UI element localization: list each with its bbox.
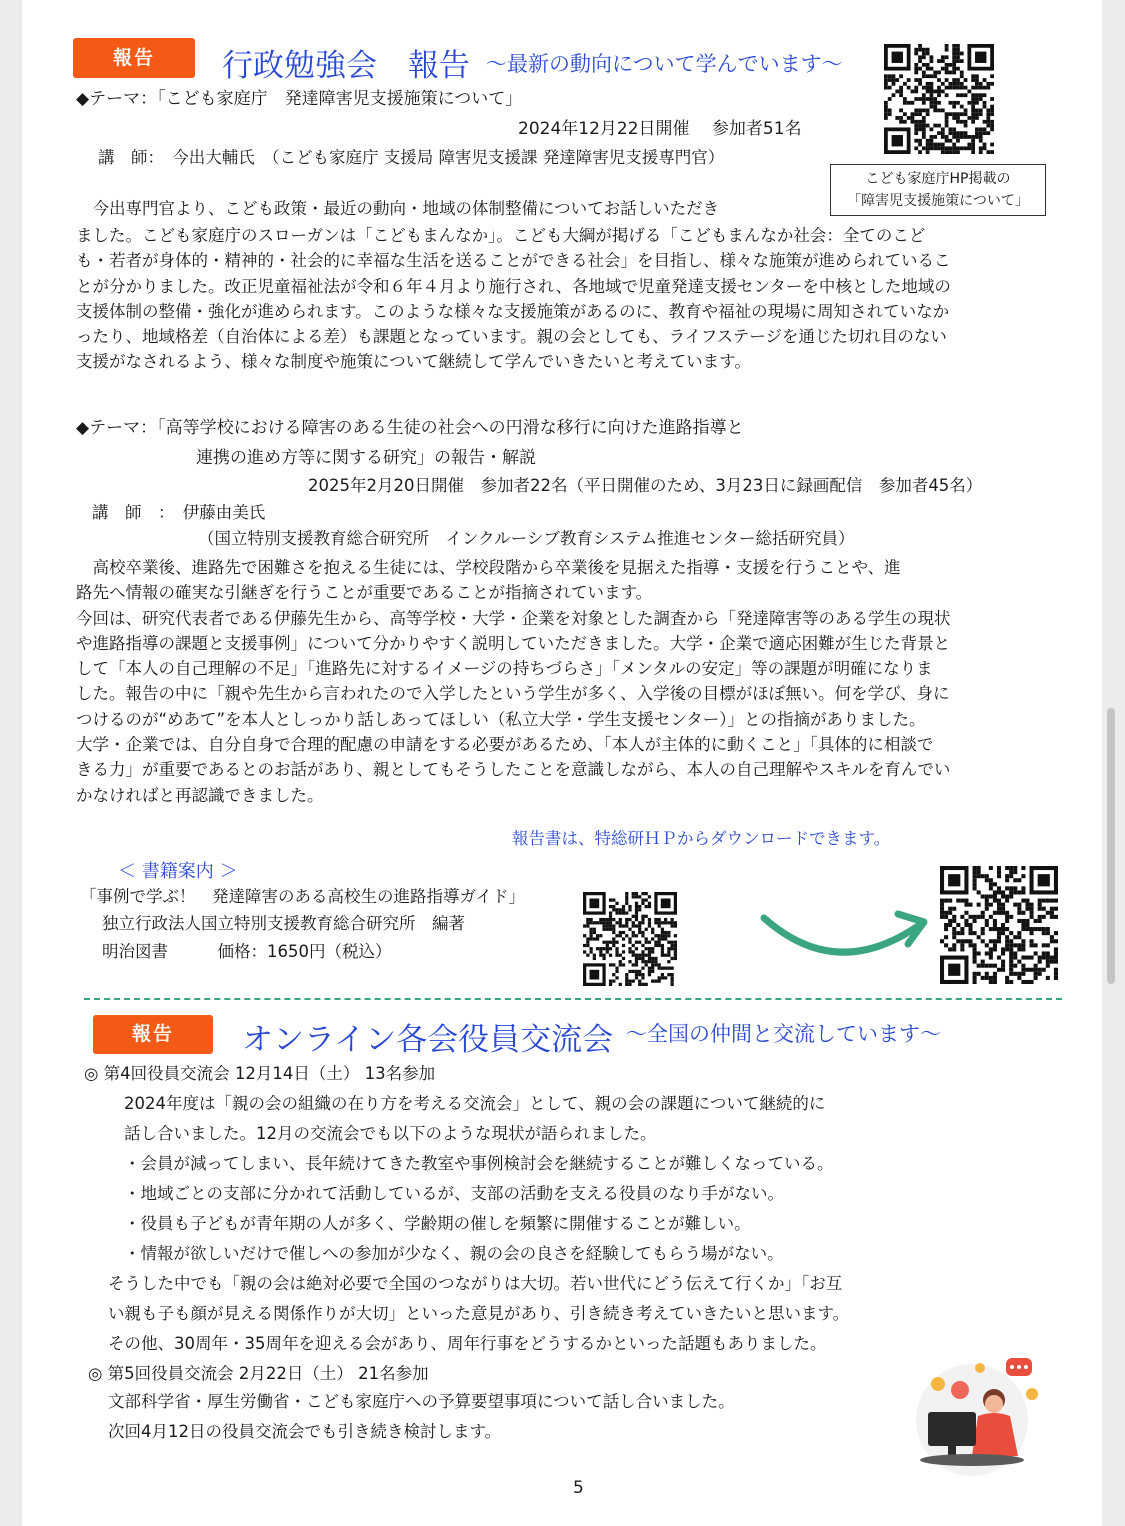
theme2-lecturer: 講 師 ： 伊藤由美氏 (92, 503, 266, 522)
body-line: ました。こども家庭庁のスローガンは「こどもまんなか」。こども大綱が掲げる「こどもまんなか社会：全てのこど (76, 226, 926, 245)
theme1-lecturer: 講 師： 今出大輔氏 （こども家庭庁 支援局 障害児支援課 発達障害児支援専門官） (98, 148, 725, 167)
theme1-date: 2024年12月22日開催 参加者51名 (518, 119, 802, 139)
theme1-body-first: 今出専門官より、こども政策・最近の動向・地域の体制整備についてお話しいただき (76, 199, 720, 218)
body-line: や進路指導の課題と支援事例」について分かりやすく説明していただきました。大学・企業で適応困難が生じた背景と (76, 633, 951, 653)
body-line: 2024年度は「親の会の組織の在り方を考える交流会」として、親の会の課題について継続的に (124, 1094, 826, 1113)
body-line: 支援体制の整備・強化が進められます。このような様々な支援施策があるのに、教育や福祉の現場に周知されていなか (76, 301, 950, 321)
body-line: つけるのが“めあて”を本人としっかり話しあってほしい（私立大学・学生支援センター）」との指摘がありました。 (76, 709, 926, 729)
theme2-heading-line1: ◆テーマ：「高等学校における障害のある生徒の社会への円滑な移行に向けた進路指導と (76, 418, 744, 438)
arrow-right-icon (758, 904, 934, 960)
bullet-item: ・会員が減ってしまい、長年続けてきた教室や事例検討会を継続することが難しくなっている。 (124, 1154, 834, 1173)
qr-code-book-icon[interactable] (583, 892, 677, 986)
body-line: 次回4月12日の役員交流会でも引き続き検討します。 (108, 1422, 502, 1441)
body-line: 文部科学省・厚生労働省・こども家庭庁への予算要望事項について話し合いました。 (108, 1392, 735, 1411)
meeting5-heading: ◎ 第5回役員交流会 2月22日（土） 21名参加 (88, 1364, 429, 1383)
body-line: そうした中でも「親の会は絶対必要で全国のつながりは大切。若い世代にどう伝えて行くか」「お互 (108, 1274, 843, 1293)
book-publisher-org: 独立行政法人国立特別支援教育総合研究所 編著 (102, 914, 465, 933)
meeting4-text (124, 1089, 825, 1149)
section-subtitle: ～最新の動向について学んでいます～ (486, 52, 843, 76)
body-line: ったり、地域格差（自治体による差）も課題となっています。親の会としても、ライフステージを通じた切れ目のない (76, 327, 947, 347)
page-number: 5 (573, 1478, 584, 1498)
scrollbar[interactable] (1107, 708, 1115, 984)
bullet-item: ・情報が欲しいだけで催しへの参加が少なく、親の会の良さを経験してもらう場がない。 (124, 1244, 784, 1263)
bullet-item: ・地域ごとの支部に分かれて活動しているが、支部の活動を支える役員のなり手がない。 (124, 1184, 784, 1203)
body-line: かなければと再認識できました。 (76, 785, 324, 805)
body-line: い親も子も顔が見える関係作りが大切」といった意見があり、引き続き考えていきたいと思います。 (108, 1304, 850, 1323)
book-heading: ＜ 書籍案内 ＞ (118, 861, 238, 882)
section2-subtitle: ～全国の仲間と交流しています～ (626, 1022, 941, 1046)
body-line: して「本人の自己理解の不足」「進路先に対するイメージの持ちづらさ」「メンタルの安定」等の課題が明確になりま (76, 659, 933, 679)
person-at-computer-illustration (908, 1354, 1042, 1478)
document-page (22, 0, 1102, 1526)
section2-title: オンライン各会役員交流会 (242, 1022, 614, 1058)
qr-code-report-icon[interactable] (940, 866, 1058, 984)
body-line: その他、30周年・35周年を迎える会があり、周年行事をどうするかといった話題もありました。 (108, 1334, 827, 1353)
body-line: した。報告の中に「親や先生から言われたので入学したという学生が多く、入学後の目標がほぼ無い。何を学び、身に (76, 684, 950, 704)
download-note: 報告書は、特総研ＨＰからダウンロードできます。 (512, 829, 891, 848)
theme2-body (76, 555, 1044, 808)
section-title: 行政勉強会 報告 (222, 48, 470, 84)
theme1-body (76, 223, 1044, 375)
body-line: 話し合いました。12月の交流会でも以下のような現状が語られました。 (124, 1124, 657, 1143)
theme1-heading: ◆テーマ：「こども家庭庁 発達障害児支援施策について」 (76, 89, 523, 109)
body-line: 路先へ情報の確実な引継ぎを行うことが重要であることが指摘されています。 (76, 583, 653, 603)
theme2-heading-line2: 連携の進め方等に関する研究」の報告・解説 (196, 448, 536, 468)
body-line: 支援がなされるよう、様々な制度や施策について継続して学んでいきたいと考えています。 (76, 352, 751, 372)
report-badge-2: 報告 (93, 1015, 213, 1054)
theme2-affiliation: （国立特別支援教育総合研究所 インクルーシブ教育システム推進センター総括研究員） (198, 529, 855, 548)
meeting4-closing (108, 1269, 849, 1359)
book-publisher: 明治図書 価格：1650円（税込） (102, 942, 392, 961)
body-line: きる力」が重要であるとのお話があり、親としてもそうしたことを意識しながら、本人の自己理解やスキルを育んでい (76, 760, 951, 780)
qr-code-kodomo-icon[interactable] (884, 44, 994, 154)
meeting4-heading: ◎ 第4回役員交流会 12月14日（土） 13名参加 (84, 1064, 436, 1083)
book-title: 「事例で学ぶ！ 発達障害のある高校生の進路指導ガイド」 (80, 887, 526, 906)
qr-caption: こども家庭庁HP掲載の 「障害児支援施策について」 (830, 164, 1046, 216)
meeting4-bullets (124, 1149, 834, 1269)
body-line: も・若者が身体的・精神的・社会的に幸福な生活を送ることができる社会」を目指し、様々な施策が進められているこ (76, 251, 951, 271)
body-line: とが分かりました。改正児童福祉法が令和６年４月より施行され、各地域で児童発達支援センターを中核とした地域の (76, 276, 951, 296)
theme2-date: 2025年2月20日開催 参加者22名（平日開催のため、3月23日に録画配信 参加者45名） (308, 476, 983, 495)
section-divider (84, 998, 1062, 1000)
report-badge: 報告 (73, 38, 195, 78)
body-line: 大学・企業では、自分自身で合理的配慮の申請をする必要があるため、「本人が主体的に動くこと」「具体的に相談で (76, 735, 934, 755)
bullet-item: ・役員も子どもが青年期の人が多く、学齢期の催しを頻繁に開催することが難しい。 (124, 1214, 751, 1233)
body-line: 高校卒業後、進路先で困難さを抱える生徒には、学校段階から卒業後を見据えた指導・支援を行うことや、進 (76, 558, 901, 577)
meeting5-text (108, 1387, 735, 1447)
body-line: 今回は、研究代表者である伊藤先生から、高等学校・大学・企業を対象とした調査から「発達障害等のある学生の現状 (76, 608, 951, 628)
